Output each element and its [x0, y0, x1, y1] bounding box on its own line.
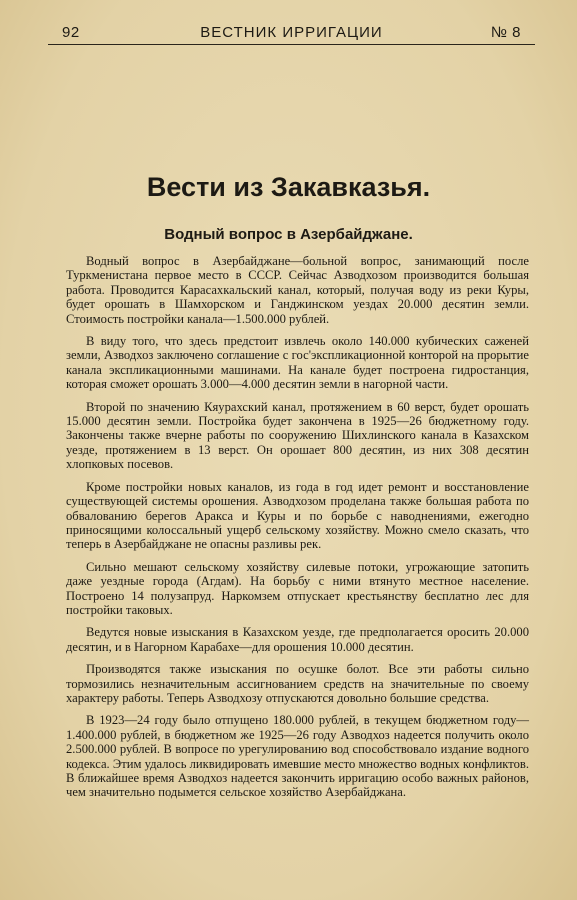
article-body	[66, 254, 529, 808]
paragraph: В виду того, что здесь предстоит извлечь около 140.000 кубических саженей земли, Азводхоз заключено соглашение с гос'экспликационной конторой на прорытие канала экспликационными машинами. На канале будет построена гидростанция, которая сможет орошать 3.000—4.000 десятин земли в нагорной части.	[66, 334, 529, 392]
paragraph: Водный вопрос в Азербайджане—больной вопрос, занимающий после Туркменистана первое место в СССР. Сейчас Азводхозом производится большая работа. Проводится Карасахкальский канал, который, получая воду из реки Куры, будет орошать в Шамхорском и Ганджинском уездах 20.000 десятин земли. Стоимость постройки канала—1.500.000 рублей.	[66, 254, 529, 326]
article-title: Вести из Закавказья.	[146, 172, 431, 202]
paragraph: Второй по значению Кяурахский канал, протяжением в 60 верст, будет орошать 15.000 десятин земли. Постройка будет закончена в 1925—26 бюджетному году. Закончены также вчерне работы по сооружению Шихлинского канала в Казахском уезде, протяжением в 13 верст. Он орошает 800 десятин, из них 308 десятин хлопковых посевов.	[66, 399, 529, 472]
paragraph: Сильно мешают сельскому хозяйству силевые потоки, угрожающие затопить даже уездные города (Агдам). На борьбу с ними втянуто местное население. Построено 14 полузапруд. Наркомзем отпускает крестьянству бесплатно лес для постройки таковых.	[66, 559, 529, 617]
paragraph: В 1923—24 году было отпущено 180.000 рублей, в текущем бюджетном году—1.400.000 рублей, в бюджетном же 1925—26 году Азводхоз надеется получить около 2.500.000 рублей. В вопросе по урегулированию вод способствовало издание водного кодекса. Этим удалось ликвидировать имевшие место множество водных конфликтов. В ближайшее время Азводхоз надеется закончить ирригацию особо важных районов, чем значительно подымется сельское хозяйство Азербайджана.	[66, 713, 529, 800]
paragraph: Кроме постройки новых каналов, из года в год идет ремонт и восстановление существующей системы орошения. Азводхозом проделана также большая работа по обвалованию берегов Аракса и Куры и по борьбе с наводнениями, ежегодно приносящими колоссальный ущерб сельскому хозяйству. Можно смело сказать, что теперь в Азербайджане не опасны разливы рек.	[66, 479, 529, 552]
issue-number: № 8	[490, 24, 521, 41]
paragraph: Ведутся новые изыскания в Казахском уезде, где предполагается оросить 20.000 десятин, и в Нагорном Карабахе—для орошения 10.000 десятин.	[66, 625, 529, 654]
article-subtitle: Водный вопрос в Азербайджане.	[164, 226, 413, 243]
paragraph: Производятся также изыскания по осушке болот. Все эти работы сильно тормозились незначительным ассигнованием средств на значительные по своему характеру работы. Теперь Азводхозу отпускаются довольно большие средства.	[66, 662, 529, 705]
journal-title: ВЕСТНИК ИРРИГАЦИИ	[200, 24, 383, 41]
running-header	[48, 22, 535, 45]
page-number: 92	[62, 24, 80, 41]
